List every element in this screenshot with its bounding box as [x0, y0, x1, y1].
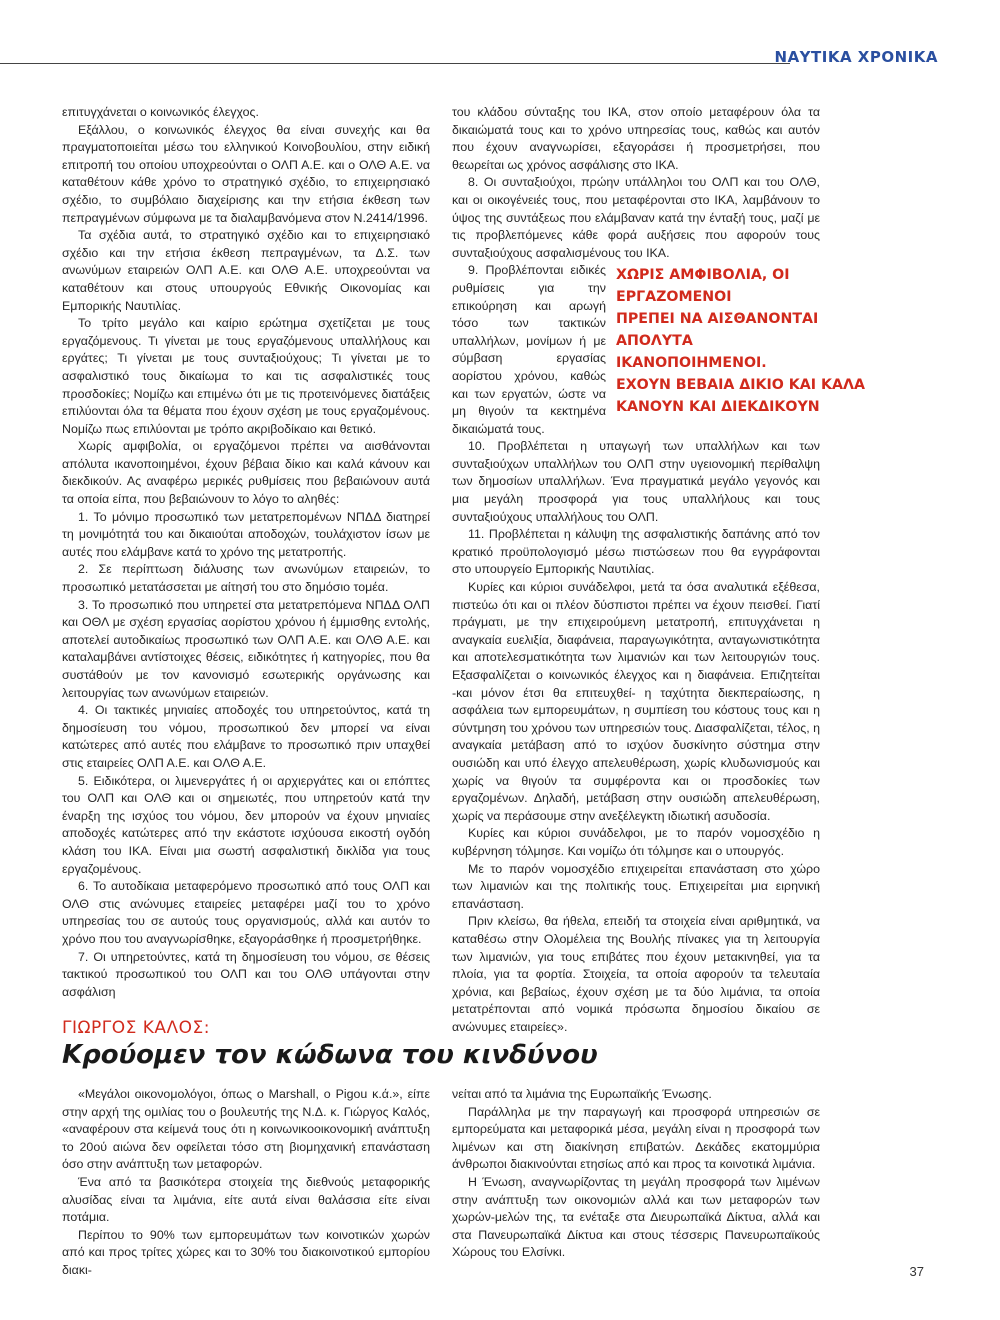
paragraph: 2. Σε περίπτωση διάλυσης των ανωνύμων εταιρειών, το προσωπικό μετατάσσεται με αίτησή του στο δημόσιο τομέα.	[62, 562, 430, 595]
paragraph: 9. Προβλέπονται ειδικές ρυθμίσεις για την επικούρηση και αρωγή τόσο των τακτικών υπαλλήλων, μονίμων ή με σύμβαση εργασίας αορίστου χρόνου, καθώς και των εργατών, ώστε να μη θιγούν τα κεκτημένα δικαιώματά τους.	[452, 263, 606, 436]
article2-title: Κρούομεν τον κώδωνα του κινδύνου	[62, 1040, 598, 1070]
pull-quote-line: ΠΡΕΠΕΙ ΝΑ ΑΙΣΘΑΝΟΝΤΑΙ ΑΠΟΛΥΤΑ	[616, 311, 819, 350]
pull-quote-line: ΙΚΑΝΟΠΟΙΗΜΕΝΟΙ.	[616, 355, 767, 372]
paragraph: 11. Προβλέπεται η κάλυψη της ασφαλιστικής δαπάνης από τον κρατικό προϋπολογισμό μέσω πιστώσεων που θα εγγράφονται στο υπουργείο Εμπορικής Ναυτιλίας.	[452, 527, 820, 577]
article2-left-column	[62, 1086, 430, 1280]
pull-quote-line: ΚΑΝΟΥΝ ΚΑΙ ΔΙΕΚΔΙΚΟΥΝ	[616, 399, 820, 416]
paragraph: Το τρίτο μεγάλο και καίριο ερώτημα σχετίζεται με τους εργαζόμενους. Τι γίνεται με τους εργαζόμενους υπαλλήλους και εργάτες; Τι γίνεται με τους συνταξιούχους; Τι γίνεται με το ασφαλιστικό τους δικαίωμα το και τις ασφαλιστικές τους προσδοκίες; Νομίζω και επιμένω ότι με τις προτεινόμενες διατάξεις επιλύονται όλα τα θέματα που έχουν σχέση με τους εργαζομένους. Νομίζω πως επιλύονται με τρόπο ακριβοδίκαιο και θετικό.	[62, 316, 430, 436]
paragraph: 5. Ειδικότερα, οι λιμενεργάτες ή οι αρχιεργάτες και οι επόπτες του ΟΛΠ και ΟΛΘ και οι σημειωτές, που υπηρετούν κατά την έναρξη της ισχύος του νόμου, δεν μπορούν να έχουν μηνιαίες αποδοχές κατώτερες από την εκάστοτε ισχύουσα εικοστή ογδόη κλάση του ΙΚΑ. Είναι μια σωστή ασφαλιστική δικλίδα για τους εργαζομένους.	[62, 773, 430, 876]
paragraph: Με το παρόν νομοσχέδιο επιχειρείται επανάσταση στο χώρο των λιμανιών και της πολιτικής τους. Επιχειρείται μια ειρηνική επανάσταση.	[452, 861, 820, 911]
paragraph: 4. Οι τακτικές μηνιαίες αποδοχές του υπηρετούντος, κατά τη δημοσίευση του νόμου, προσωπικού δεν μπορεί να είναι κατώτερες από αυτές που ελάμβανε το προσωπικό πριν υπαχθεί στις εταιρείες ΟΛΠ Α.Ε. και ΟΛΘ Α.Ε.	[62, 703, 430, 770]
pull-quote	[616, 264, 874, 418]
paragraph: 8. Οι συνταξιούχοι, πρώην υπάλληλοι του ΟΛΠ και του ΟΛΘ, και οι οικογένειές τους, που μεταφέρονται στο ΙΚΑ, λαμβάνουν το ύψος της συντάξεως που ελάμβαναν κατά την ένταξή τους, μαζί με τις προβλεπόμενες κάθε φορά αυξήσεις που αφορούν τους συνταξιούχους ασφαλισμένους του ΙΚΑ.	[452, 175, 820, 260]
paragraph: Ένα από τα βασικότερα στοιχεία της διεθνούς μεταφορικής αλυσίδας είναι τα λιμάνια, είτε αυτά είναι θαλάσσια είτε είναι ποτάμια.	[62, 1174, 430, 1225]
paragraph: 10. Προβλέπεται η υπαγωγή των υπαλλήλων και των συνταξιούχων υπαλλήλων του ΟΛΠ στην υγειονομική περίθαλψη των δημοσίων υπαλλήλων. Ένα πραγματικά μεγάλο γεγονός και μια μεγάλη προσφορά για τους υπαλλήλους και τους συνταξιούχους υπαλλήλους του ΟΛΠ.	[452, 439, 820, 524]
article1-left-column	[62, 104, 430, 1001]
article2-right-column	[452, 1086, 820, 1262]
paragraph: Η Ένωση, αναγνωρίζοντας τη μεγάλη προσφορά των λιμένων στην ανάπτυξη των οικονομιών αλλά και των μεταφορών των χωρών-μελών της, τα ενέταξε στα Διευρωπαϊκά Δίκτυα, αλλά και στα Πανευρωπαϊκά Δίκτυα και στους τέσσερις Πανευρωπαϊκούς Χώρους του Ελσίνκι.	[452, 1174, 820, 1260]
paragraph: του κλάδου σύνταξης του ΙΚΑ, στον οποίο μεταφέρουν όλα τα δικαιώματά τους και το χρόνο υπηρεσίας τους, καθώς και αυτόν που έχουν αναγνωρίσει, εξαγοράσει ή προσμετρήσει, που θεωρείται ως χρόνος ασφάλισης στο ΙΚΑ.	[452, 105, 820, 172]
paragraph: 3. Το προσωπικό που υπηρετεί στα μετατρεπόμενα ΝΠΔΔ ΟΛΠ και ΟΘΛ με σχέση εργασίας αορίστου χρόνου ή έμμισθης εντολής, αποτελεί αυτοδικαίως προσωπικό των ΟΛΠ Α.Ε. και ΟΛΘ Α.Ε. και καταλαμβάνει αντίστοιχες θέσεις, ειδικότητες ή κατηγορίες, που θα συστάθούν με τον κανονισμό εσωτερικής οργάνωσης και λειτουργίας των ανωνύμων εταιρειών.	[62, 597, 430, 700]
paragraph: Εξάλλου, ο κοινωνικός έλεγχος θα είναι συνεχής και θα πραγματοποιείται μέσω του ελληνικού Κοινοβουλίου, στην ειδική επιτροπή του οποίου υποχρεούνται ο ΟΛΠ Α.Ε. και ο ΟΛΘ Α.Ε. να καταθέτουν κάθε χρόνο το στρατηγικό σχέδιο, το επιχειρησιακό σχέδιο, το συμβόλαιο διαχείρισης και την ετήσια έκθεση των πεπραγμένων σύμφωνα με τα διαλαμβανόμενα στον Ν.2414/1996.	[62, 122, 430, 225]
article2-author: ΓΙΩΡΓΟΣ ΚΑΛΟΣ:	[62, 1018, 210, 1038]
pull-quote-line: ΧΩΡΙΣ ΑΜΦΙΒΟΛΙΑ, ΟΙ ΕΡΓΑΖΟΜΕΝΟΙ	[616, 267, 790, 306]
paragraph: Παράλληλα με την παραγωγή και προσφορά υπηρεσιών σε εμπορεύματα και μεταφορικά μέσα, μεγάλη είναι η προσφορά των λιμένων και στη διακίνηση επιβατών. Δεκάδες εκατομμύρια άνθρωποι διακινούνται ετησίως από και προς τα κοινοτικά λιμάνια.	[452, 1104, 820, 1172]
paragraph: 6. Το αυτοδίκαια μεταφερόμενο προσωπικό από τους ΟΛΠ και ΟΛΘ στις ανώνυμες εταιρείες μεταφέρει μαζί του το χρόνο υπηρεσίας του σε αυτούς τους οργανισμούς, αλλά και αυτόν το χρόνο που του αναγνωρίσθηκε, εξαγοράσθηκε ή προσμετρήθηκε.	[62, 879, 430, 946]
page-number: 37	[909, 1264, 924, 1279]
paragraph: Περίπου το 90% των εμπορευμάτων των κοινοτικών χωρών από και προς τρίτες χώρες και το 30% του διακοινοτικού εμπορίου διακι-	[62, 1227, 430, 1277]
paragraph: Χωρίς αμφιβολία, οι εργαζόμενοι πρέπει να αισθάνονται απόλυτα ικανοποιημένοι, έχουν βέβαια δίκιο και καλά κάνουν και διεκδικούν. Ας αναφέρω μερικές ρυθμίσεις που βεβαιώνουν αυτά τα οποία είπα, που βεβαιώνουν το λόγο το αληθές:	[62, 439, 430, 507]
article1-right-column	[452, 104, 865, 1036]
header-rule	[0, 63, 790, 64]
paragraph: 1. Το μόνιμο προσωπικό των μετατρεπομένων ΝΠΔΔ διατηρεί τη μονιμότητά του και δικαιούται αποδοχών, τουλάχιστον ίσων με αυτές που ελάμβανε κατά το χρόνο της μετατροπής.	[62, 509, 430, 559]
paragraph: Κυρίες και κύριοι συνάδελφοι, με το παρόν νομοσχέδιο η κυβέρνηση τόλμησε. Και νομίζω ότι τόλμησε και ο υπουργός.	[452, 826, 820, 858]
paragraph: Κυρίες και κύριοι συνάδελφοι, μετά τα όσα αναλυτικά εξέθεσα, πιστεύω ότι και οι πλέον δύσπιστοι πρέπει να έχουν πεισθεί. Γιατί πράγματι, με την επιχειρούμενη μετατροπή, επιτυγχάνεται η αναγκαία ευελιξία, διαφάνεια, παραγωγικότητα, ανταγωνιστικότητα και αποτελεσματικότητα των λιμανιών και των λειτουργιών τους. Εξασφαλίζεται ο κοινωνικός έλεγχος και η διαφάνεια. Επιζητείται -και μόνον έτσι θα επιτευχθεί- η ταχύτητα διεκπεραίωσης, η ασφάλεια των εμπορευμάτων, η συμπίεση του κόστους τους και η σύντμηση του χρόνου των υπηρεσιών τους. Διασφαλίζεται, τέλος, η αναγκαία μετάβαση από το ισχύον δυσκίνητο σύστημα στην ουσιώδη και υπό έλεγχο απελευθέρωση, χωρίς κλυδωνισμούς και χωρίς να θιγούν τα συμφέροντα και οι προσδοκίες των εργαζομένων. Δηλαδή, μετάβαση στην ουσιώδη απελευθέρωση, χωρίς να περάσουμε στην ανεξέλεγκτη ιδιωτική ασυδοσία.	[452, 580, 820, 823]
paragraph: επιτυγχάνεται ο κοινωνικός έλεγχος.	[62, 105, 259, 119]
paragraph: «Μεγάλοι οικονομολόγοι, όπως ο Marshall, ο Pigou κ.ά.», είπε στην αρχή της ομιλίας του ο βουλευτής της Ν.Δ. κ. Γιώργος Καλός, «αναφέρουν στα κείμενά τους ότι η κοινωνικοοικονομική ανάπτυξη το 20ού αιώνα δεν οφείλεται τόσο στη βιομηχανική επανάσταση όσο στην ανάπτυξη των μεταφορών.	[62, 1087, 430, 1172]
pull-quote-line: ΕΧΟΥΝ ΒΕΒΑΙΑ ΔΙΚΙΟ ΚΑΙ ΚΑΛΑ	[616, 377, 865, 394]
paragraph: Τα σχέδια αυτά, το στρατηγικό σχέδιο και το επιχειρησιακό σχέδιο και την ετήσια έκθεση πεπραγμένων, τα Δ.Σ. των ανωνύμων εταιρειών ΟΛΠ Α.Ε. και ΟΛΘ Α.Ε. υποχρεούνται να καταθέτουν και στους υπουργούς Εθνικής Οικονομίας και Εμπορικής Ναυτιλίας.	[62, 228, 430, 313]
paragraph: 7. Οι υπηρετούντες, κατά τη δημοσίευση του νόμου, σε θέσεις τακτικού προσωπικού του ΟΛΠ και του ΟΛΘ υπάγονται στην ασφάλιση	[62, 949, 430, 999]
magazine-title: ΝΑΥΤΙΚΑ ΧΡΟΝΙΚΑ	[774, 48, 938, 66]
paragraph: νείται από τα λιμάνια της Ευρωπαϊκής Ένωσης.	[452, 1087, 712, 1101]
paragraph: Πριν κλείσω, θα ήθελα, επειδή τα στοιχεία είναι αριθμητικά, να καταθέσω στην Ολομέλεια της Βουλής πίνακες για τη λειτουργία των λιμανιών, για τους επιβάτες που έχουν μετακινηθεί, για τα πλοία, για τα φορτία. Στοιχεία, τα οποία αφορούν τα τελευταία χρόνια, και βεβαίως, έχουν σχέση με τα δύο λιμάνια, τα οποία μετατρέπονται από νομικά πρόσωπα δημοσίου δικαίου σε ανώνυμες εταιρείες».	[452, 914, 820, 1034]
